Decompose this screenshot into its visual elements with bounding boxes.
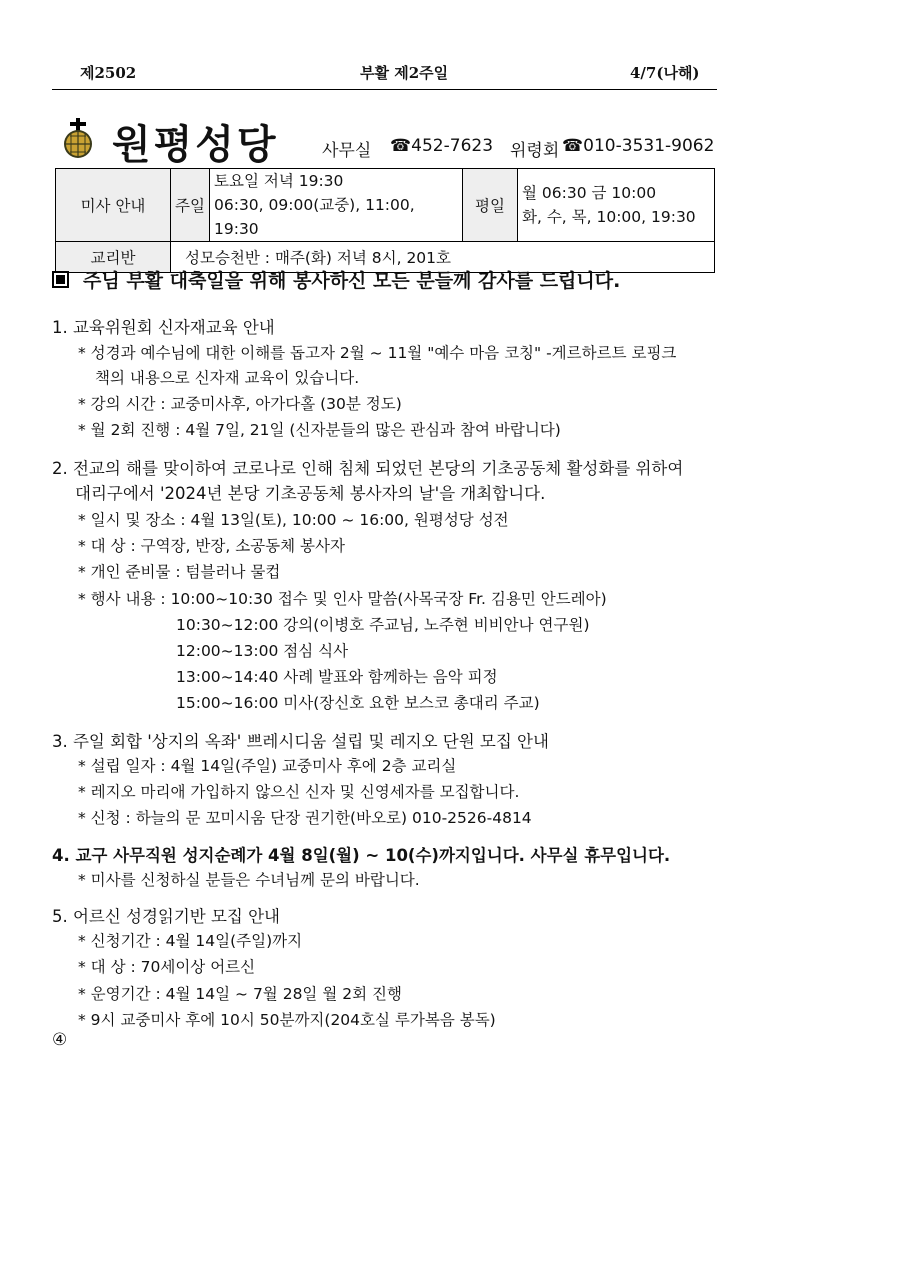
s2-schedule-1: 10:30~12:00 강의(이병호 주교님, 노주현 비비안나 연구원)	[176, 616, 590, 634]
section-2-title-b: 대리구에서 '2024년 본당 기초공동체 봉사자의 날'을 개최합니다.	[75, 484, 546, 503]
council-label: 위령회	[510, 141, 560, 161]
section-2-title-a: 2. 전교의 해를 맞이하여 코로나로 인해 침체 되었던 본당의 기초공동체 활성화를 위하여	[52, 459, 684, 478]
mass-label: 미사 안내	[56, 169, 171, 242]
thanks-banner-text: 주님 부활 대축일을 위해 봉사하신 모든 분들께 감사를 드립니다.	[83, 270, 621, 292]
issue-date: 4/7(나해)	[630, 64, 700, 82]
mass-schedule-table	[55, 168, 715, 273]
s1-bullet-2: * 강의 시간 : 교중미사후, 아가다홀 (30분 정도)	[78, 395, 402, 413]
sunday-label: 주일	[171, 169, 210, 242]
week-title: 부활 제2주일	[360, 64, 449, 82]
sunday-times-line1: 토요일 저녁 19:30	[214, 172, 344, 190]
catechism-value: 성모승천반 : 매주(화) 저녁 8시, 201호	[171, 242, 715, 273]
s2-schedule-4: 15:00~16:00 미사(장신호 요한 보스코 총대리 주교)	[176, 694, 540, 712]
weekday-label: 평일	[463, 169, 518, 242]
s5-bullet-3: * 운영기간 : 4월 14일 ~ 7월 28일 월 2회 진행	[78, 985, 402, 1003]
s3-bullet-1: * 설립 일자 : 4월 14일(주일) 교중미사 후에 2층 교리실	[78, 757, 457, 775]
sunday-times	[210, 169, 463, 242]
church-cross-logo-icon	[60, 118, 96, 158]
s3-bullet-3: * 신청 : 하늘의 문 꼬미시움 단장 권기한(바오로) 010-2526-4814	[78, 809, 532, 827]
s1-bullet-1a: * 성경과 예수님에 대한 이해를 돕고자 2월 ~ 11월 "예수 마음 코칭" -게르하르트 로핑크	[78, 344, 677, 362]
section-3-title: 3. 주일 회합 '상지의 옥좌' 쁘레시디움 설립 및 레지오 단원 모집 안내	[52, 732, 549, 751]
s3-bullet-2: * 레지오 마리애 가입하지 않으신 신자 및 신영세자를 모집합니다.	[78, 783, 520, 801]
thanks-banner	[52, 266, 620, 293]
header-divider	[52, 89, 717, 90]
s5-bullet-1: * 신청기간 : 4월 14일(주일)까지	[78, 932, 303, 950]
s5-bullet-4: * 9시 교중미사 후에 10시 50분까지(204호실 루가복음 봉독)	[78, 1011, 496, 1029]
square-bullet-icon	[52, 271, 69, 288]
parish-title: 원평성당	[112, 122, 279, 168]
office-phone: ☎452-7623	[390, 136, 494, 156]
s1-bullet-3: * 월 2회 진행 : 4월 7일, 21일 (신자분들의 많은 관심과 참여 바랍니다)	[78, 421, 561, 439]
s4-bullet-1: * 미사를 신청하실 분들은 수녀님께 문의 바랍니다.	[78, 871, 420, 889]
catechism-label: 교리반	[56, 242, 171, 273]
weekday-times-line1: 월 06:30 금 10:00	[522, 184, 657, 202]
office-label: 사무실	[322, 141, 372, 161]
weekday-times	[518, 169, 715, 242]
section-5-title: 5. 어르신 성경읽기반 모집 안내	[52, 907, 280, 926]
s2-bullet-4: * 행사 내용 : 10:00~10:30 접수 및 인사 말씀(사목국장 Fr. 김용민 안드레아)	[78, 590, 607, 608]
s5-bullet-2: * 대 상 : 70세이상 어르신	[78, 958, 256, 976]
s2-schedule-3: 13:00~14:40 사례 발표와 함께하는 음악 피정	[176, 668, 498, 686]
weekday-times-line2: 화, 수, 목, 10:00, 19:30	[522, 208, 696, 226]
s2-bullet-1: * 일시 및 장소 : 4월 13일(토), 10:00 ~ 16:00, 원평성당 성전	[78, 511, 509, 529]
issue-number: 제2502	[80, 64, 137, 82]
section-4-title: 4. 교구 사무직원 성지순례가 4월 8일(월) ~ 10(수)까지입니다. 사무실 휴무입니다.	[52, 846, 671, 865]
s1-bullet-1b: 책의 내용으로 신자재 교육이 있습니다.	[95, 369, 360, 387]
s2-schedule-2: 12:00~13:00 점심 식사	[176, 642, 349, 660]
s2-bullet-2: * 대 상 : 구역장, 반장, 소공동체 봉사자	[78, 537, 345, 555]
page-number: ④	[52, 1030, 68, 1050]
s2-bullet-3: * 개인 준비물 : 텀블러나 물컵	[78, 563, 281, 581]
section-1-title: 1. 교육위원회 신자재교육 안내	[52, 318, 275, 337]
council-phone: ☎010-3531-9062	[562, 136, 715, 156]
sunday-times-line2: 06:30, 09:00(교중), 11:00, 19:30	[214, 196, 415, 238]
